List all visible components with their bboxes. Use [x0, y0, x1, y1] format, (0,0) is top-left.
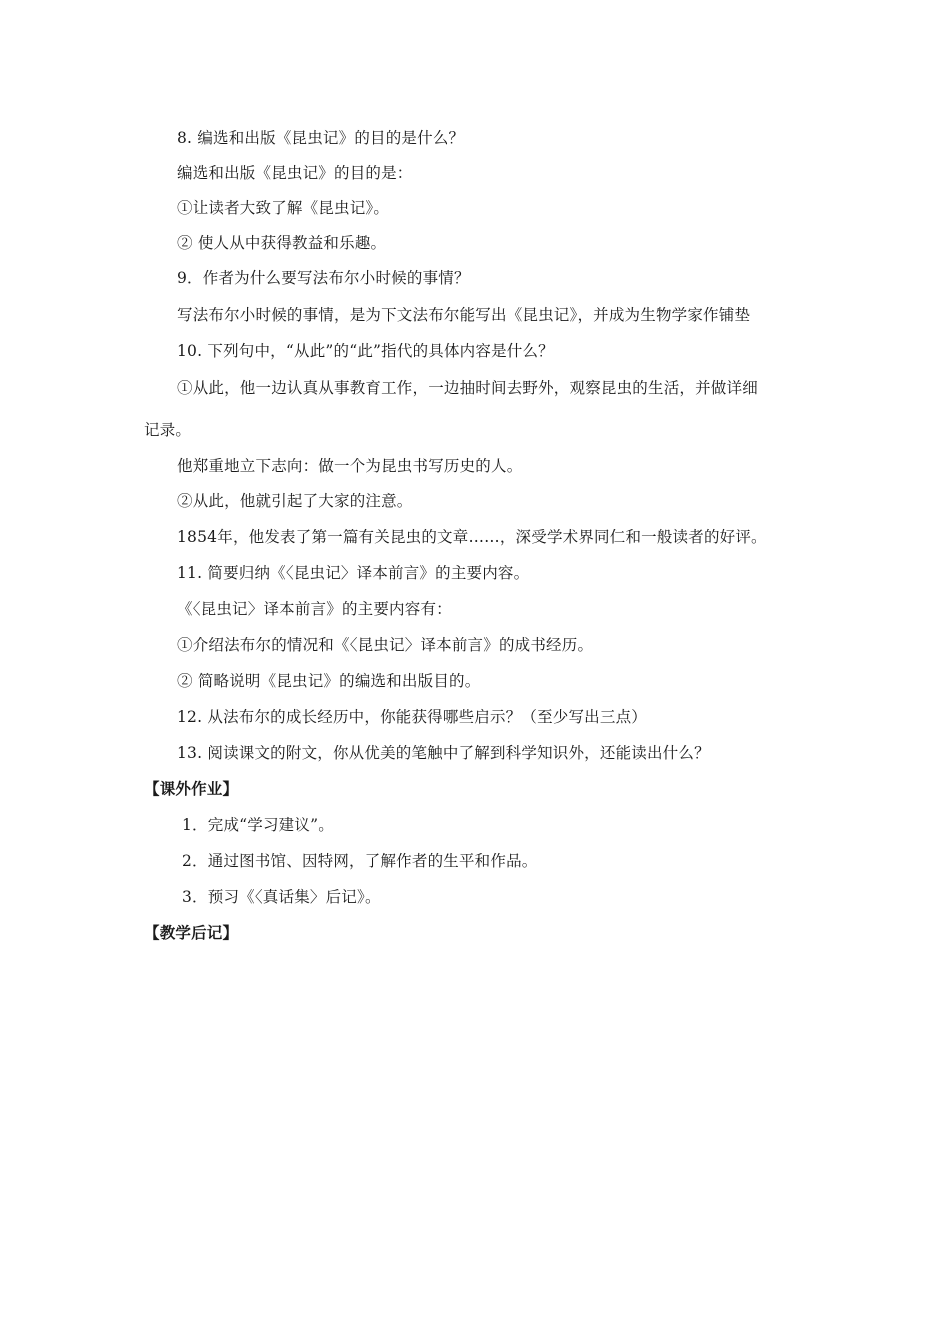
homework-item-1: 1．完成“学习建议”。	[182, 816, 334, 834]
homework-item-2: 2．通过图书馆、因特网，了解作者的生平和作品。	[182, 852, 538, 870]
question-10: 10. 下列句中，“从此”的“此”指代的具体内容是什么？	[177, 342, 554, 360]
answer-11-intro: 《〈昆虫记〉译本前言》的主要内容有：	[177, 600, 452, 618]
answer-9: 写法布尔小时候的事情，是为下文法布尔能写出《昆虫记》，并成为生物学家作铺垫	[177, 306, 751, 324]
answer-10-sentence-2: ②从此，他就引起了大家的注意。	[177, 492, 413, 510]
answer-10-answer-1: 他郑重地立下志向：做一个为昆虫书写历史的人。	[177, 457, 523, 475]
answer-10-sentence-1: ①从此，他一边认真从事教育工作，一边抽时间去野外，观察昆虫的生活，并做详细	[177, 379, 758, 397]
answer-8-intro: 编选和出版《昆虫记》的目的是：	[177, 164, 413, 182]
section-heading-homework: 【课外作业】	[144, 779, 239, 798]
homework-item-3: 3．预习《〈真话集〉后记》。	[182, 888, 381, 906]
question-13: 13. 阅读课文的附文，你从优美的笔触中了解到科学知识外，还能读出什么？	[177, 744, 710, 762]
answer-10-answer-2: 1854年，他发表了第一篇有关昆虫的文章……，深受学术界同仁和一般读者的好评。	[177, 528, 767, 546]
question-9: 9．作者为什么要写法布尔小时候的事情？	[177, 269, 470, 287]
answer-11-point-1: ①介绍法布尔的情况和《〈昆虫记〉译本前言》的成书经历。	[177, 636, 594, 654]
question-8: 8. 编选和出版《昆虫记》的目的是什么？	[177, 129, 465, 147]
question-11: 11. 简要归纳《〈昆虫记〉译本前言》的主要内容。	[177, 564, 530, 582]
question-12: 12. 从法布尔的成长经历中，你能获得哪些启示？（至少写出三点）	[177, 708, 647, 726]
answer-8-point-2: ② 使人从中获得教益和乐趣。	[177, 234, 387, 252]
section-heading-teaching-notes: 【教学后记】	[144, 923, 239, 942]
answer-11-point-2: ② 简略说明《昆虫记》的编选和出版目的。	[177, 672, 481, 690]
answer-8-point-1: ①让读者大致了解《昆虫记》。	[177, 199, 390, 217]
answer-10-sentence-1-continued: 记录。	[144, 421, 192, 439]
